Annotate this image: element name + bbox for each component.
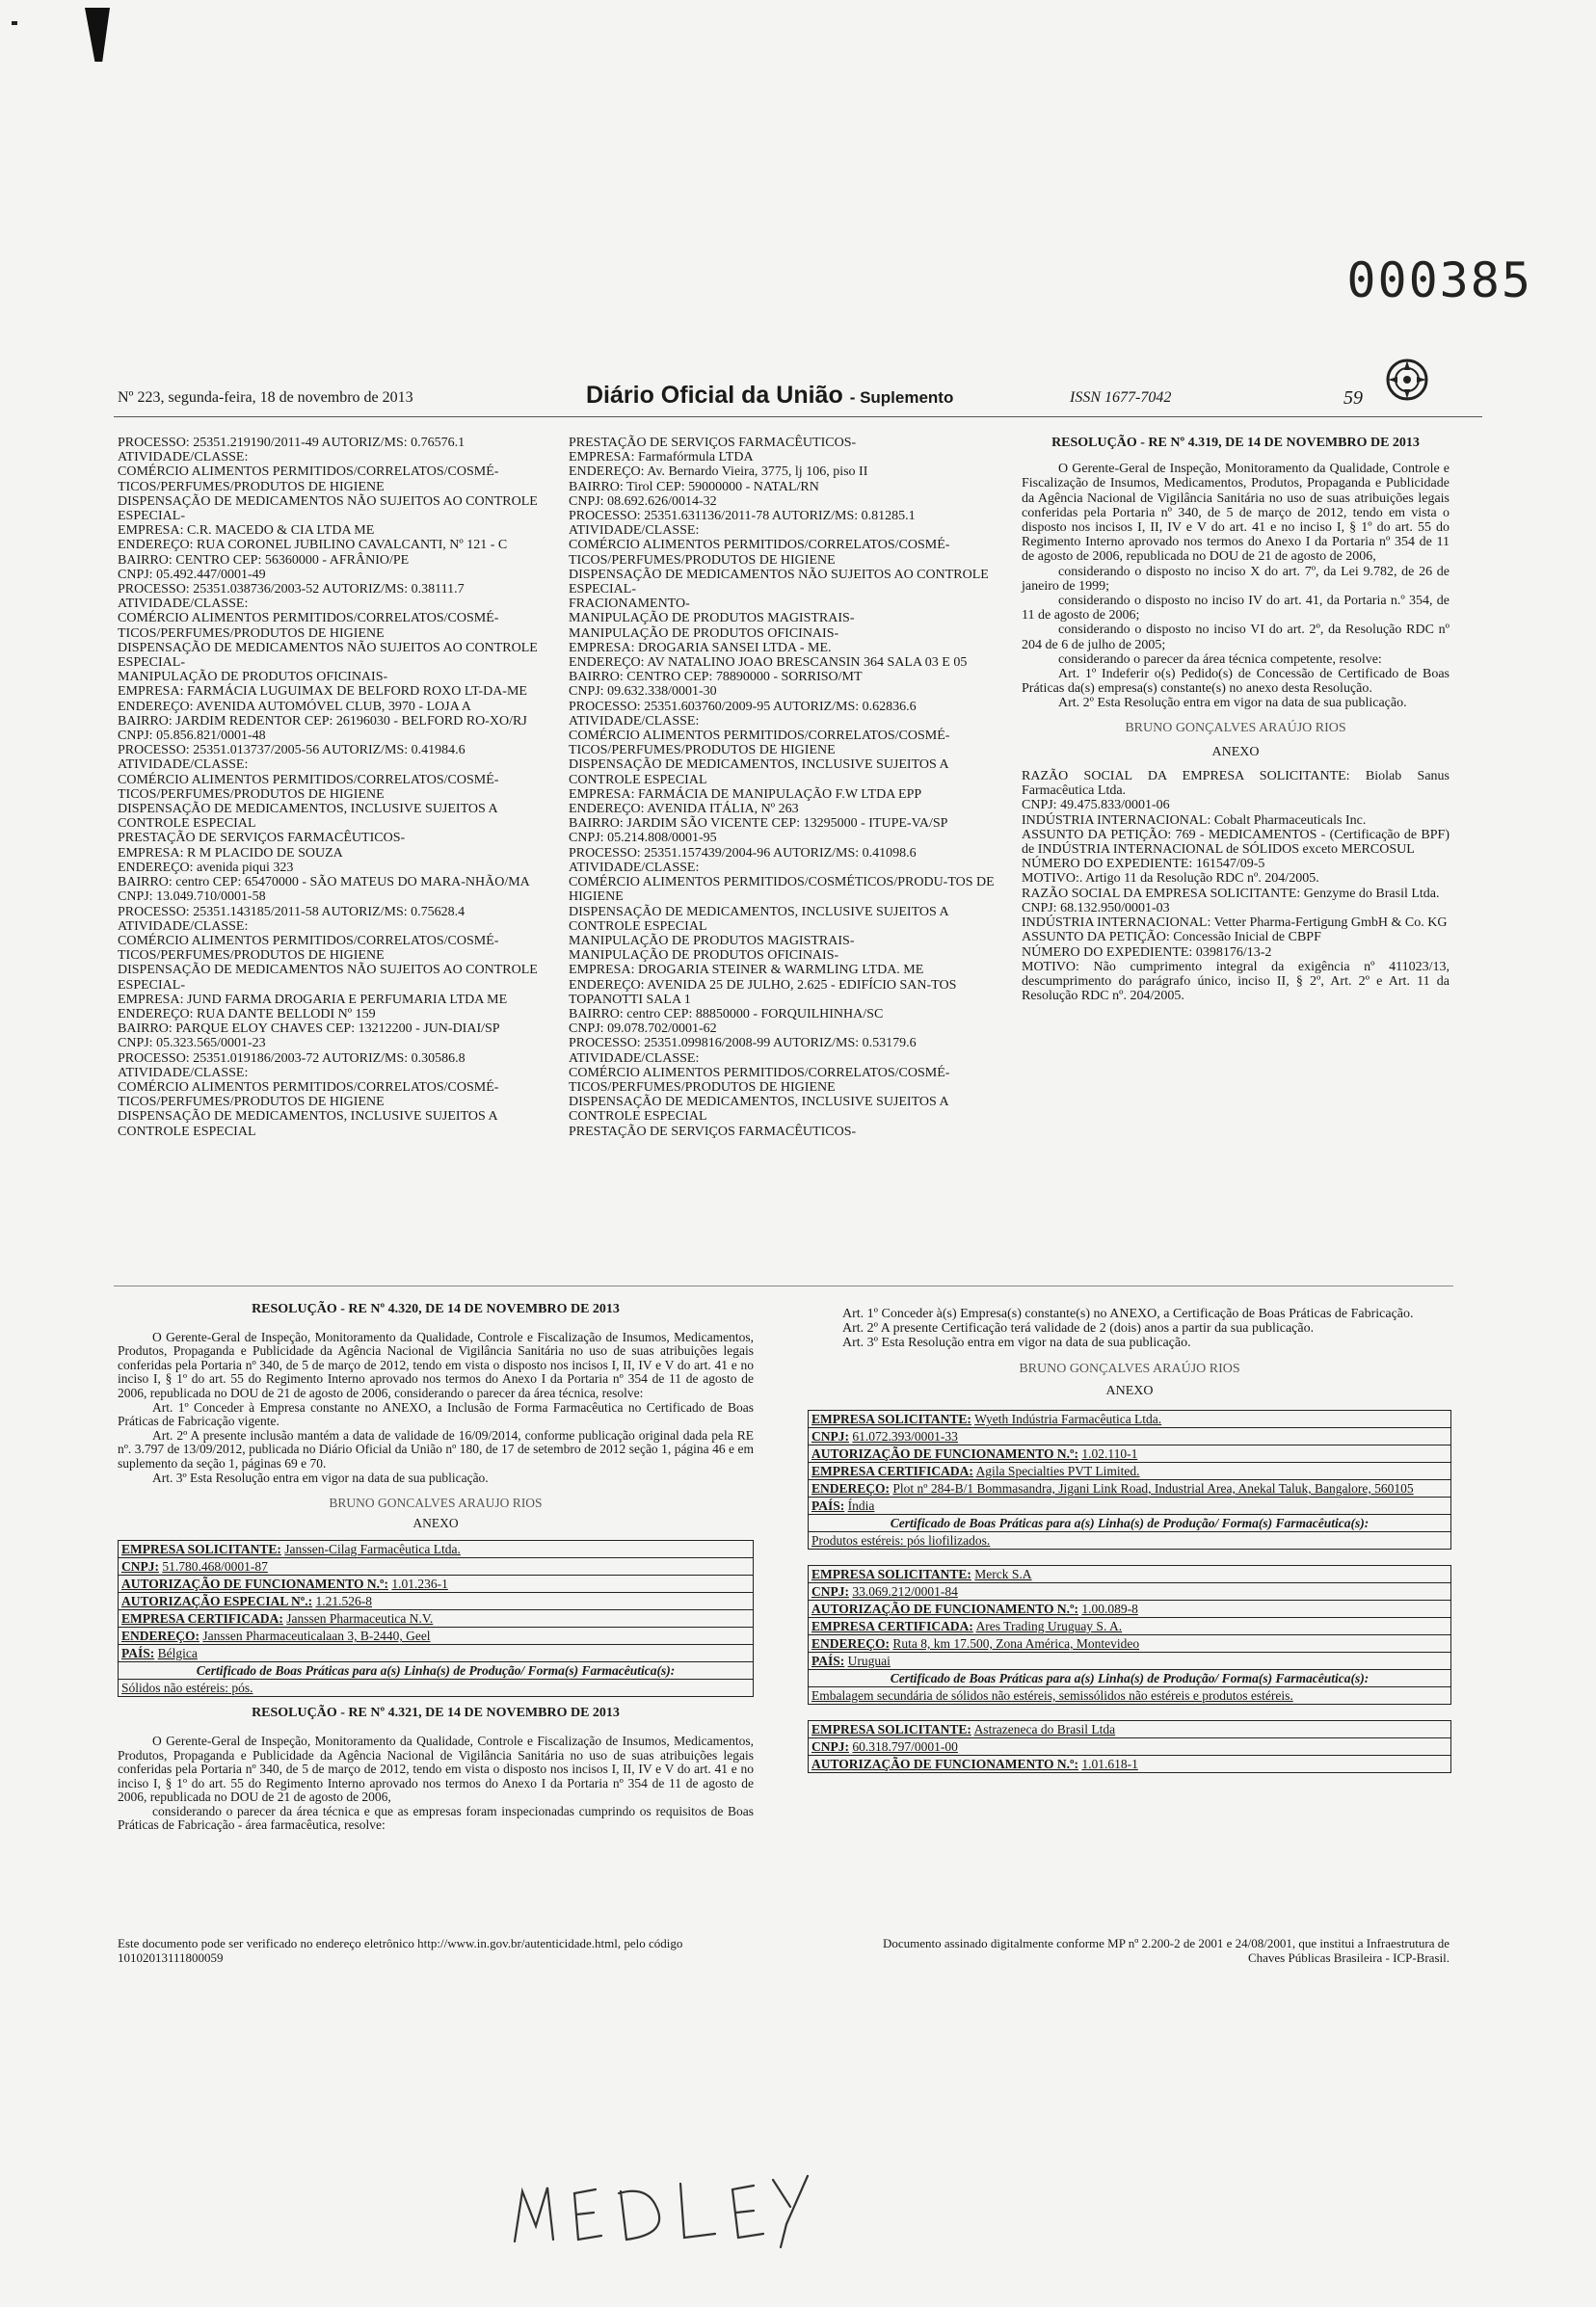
field-label: CNPJ: [811,1429,849,1444]
listing-line: PROCESSO: 25351.019186/2003-72 AUTORIZ/MS: 0.30586.8 [118,1050,466,1066]
table-cell [119,1610,754,1628]
listing-line: CNPJ: 09.078.702/0001-62 [569,1021,717,1037]
resolution-4321-continued [808,1307,1451,1789]
listing-line: COMÉRCIO ALIMENTOS PERMITIDOS/CORRELATOS/COSMÉ-TICOS/PERFUMES/PRODUTOS DE HIGIENE [118,464,499,494]
listing-line: EMPRESA: FARMÁCIA DE MANIPULAÇÃO F.W LTDA EPP [569,786,922,802]
table-cell [809,1653,1451,1670]
annex-table [808,1410,1451,1550]
title-suffix: - Suplemento [849,388,954,407]
field-label: CNPJ: [811,1739,849,1754]
table-cell [119,1645,754,1662]
listing-line: ATIVIDADE/CLASSE: [118,597,249,612]
field-value: Índia [847,1498,875,1513]
field-label: ENDEREÇO: [811,1481,891,1496]
listing-line: PRESTAÇÃO DE SERVIÇOS FARMACÊUTICOS- [569,436,857,450]
listing-line: PRESTAÇÃO DE SERVIÇOS FARMACÊUTICOS- [569,1124,857,1139]
listing-line: CNPJ: 05.323.565/0001-23 [118,1036,266,1051]
table-row [119,1576,754,1593]
listing-line: ENDEREÇO: RUA CORONEL JUBILINO CAVALCANTI, Nº 121 - C [118,538,508,553]
listing-line: PROCESSO: 25351.038736/2003-52 AUTORIZ/MS: 0.38111.7 [118,582,465,597]
listing-line: BAIRRO: centro CEP: 88850000 - FORQUILHINHA/SC [569,1006,884,1021]
listing-line: ATIVIDADE/CLASSE: [118,1065,249,1080]
table-row [119,1680,754,1697]
resolution-4320-heading: RESOLUÇÃO - RE Nº 4.320, DE 14 DE NOVEMBRO DE 2013 [252,1302,620,1316]
listing-line: PROCESSO: 25351.219190/2011-49 AUTORIZ/MS: 0.76576.1 [118,436,466,450]
resolution-paragraph: considerando o disposto no inciso X do art. 7º, da Lei 9.782, de 26 de janeiro de 1999; [1022,564,1450,594]
annex-line: RAZÃO SOCIAL DA EMPRESA SOLICITANTE: Biolab Sanus Farmacêutica Ltda. [1022,769,1450,799]
table-row [119,1593,754,1610]
table-cell [809,1618,1451,1635]
table-row [809,1445,1451,1463]
resolution-4319-signer: BRUNO GONÇALVES ARAÚJO RIOS [1125,720,1346,735]
listing-line: FRACIONAMENTO- [569,597,690,612]
field-value: Agila Specialties PVT Limited. [975,1464,1140,1478]
field-label: EMPRESA CERTIFICADA: [811,1464,973,1478]
listing-line: EMPRESA: C.R. MACEDO & CIA LTDA ME [118,523,375,539]
resolution-4320-signer: BRUNO GONCALVES ARAUJO RIOS [329,1496,543,1511]
table-row [809,1411,1451,1428]
listing-line: MANIPULAÇÃO DE PRODUTOS MAGISTRAIS- [569,933,855,948]
table-row [809,1687,1451,1705]
certificate-value: Embalagem secundária de sólidos não estéreis, semissólidos não estéreis e produtos estéreis. [809,1687,1451,1705]
listing-line: DISPENSAÇÃO DE MEDICAMENTOS, INCLUSIVE SUJEITOS A CONTROLE ESPECIAL [569,757,948,787]
field-label: AUTORIZAÇÃO DE FUNCIONAMENTO N.º: [811,1446,1078,1461]
annex-line: NÚMERO DO EXPEDIENTE: 161547/09-5 [1022,857,1265,872]
field-label: AUTORIZAÇÃO DE FUNCIONAMENTO N.º: [121,1577,388,1592]
annex-table [808,1720,1451,1773]
table-row [809,1515,1451,1532]
table-row [119,1645,754,1662]
field-label: ENDEREÇO: [121,1629,200,1644]
listing-line: PROCESSO: 25351.099816/2008-99 AUTORIZ/MS: 0.53179.6 [569,1036,917,1051]
listing-line: CNPJ: 05.856.821/0001-48 [118,729,266,744]
table-cell [809,1411,1451,1428]
listing-line: ENDEREÇO: AVENIDA 25 DE JULHO, 2.625 - EDIFÍCIO SAN-TOS TOPANOTTI SALA 1 [569,977,957,1007]
listing-line: DISPENSAÇÃO DE MEDICAMENTOS NÃO SUJEITOS AO CONTROLE ESPECIAL- [118,640,538,671]
field-label: ENDEREÇO: [811,1636,891,1651]
listing-line: ATIVIDADE/CLASSE: [569,713,700,729]
table-row [809,1721,1451,1738]
header-rule [114,416,1482,417]
table-row [809,1635,1451,1653]
issue-line: Nº 223, segunda-feira, 18 de novembro de 2013 [118,389,413,406]
table-cell [119,1576,754,1593]
field-value: Janssen-Cilag Farmacêutica Ltda. [284,1542,461,1557]
resolution-paragraph: O Gerente-Geral de Inspeção, Monitoramento da Qualidade, Controle e Fiscalização de Insumos, Medicamentos, Produtos, Propaganda e Publicidade da Agência Nacional de Vigilância Sanitária no uso de suas atribuições legais conferidas pela Portaria nº 340, de 5 de março de 2012, tendo em vista o disposto nos incisos I, II, IV e V do art. 41 e no inciso I, § 1º do art. 55 do Regimento Interno aprovado nos termos do Anexo I da Portaria nº 354 de 11 de agosto de 2006, republicada no DOU de 21 de agosto de 2006, considerando o parecer da área técnica, resolve: [118,1329,754,1400]
listing-line: BAIRRO: JARDIM SÃO VICENTE CEP: 13295000 - ITUPE-VA/SP [569,816,948,832]
table-row [809,1566,1451,1583]
field-label: PAÍS: [811,1498,845,1513]
listing-line: EMPRESA: DROGARIA SANSEI LTDA - ME. [569,640,832,655]
field-value: 51.780.468/0001-87 [162,1559,268,1575]
coat-of-arms-icon [1382,355,1432,405]
annex-line: ASSUNTO DA PETIÇÃO: 769 - MEDICAMENTOS - (Certificação de BPF) de INDÚSTRIA INTERNACIONAL de SÓLIDOS exceto MERCOSUL [1022,827,1450,858]
field-label: EMPRESA SOLICITANTE: [121,1542,281,1557]
column-1 [118,436,542,1139]
table-row [809,1428,1451,1445]
table-cell [119,1558,754,1576]
listing-line: ENDEREÇO: RUA DANTE BELLODI Nº 159 [118,1006,376,1021]
field-label: AUTORIZAÇÃO DE FUNCIONAMENTO N.º: [811,1757,1078,1771]
field-value: Wyeth Indústria Farmacêutica Ltda. [974,1412,1162,1426]
table-row [809,1756,1451,1773]
field-value: Ruta 8, km 17.500, Zona América, Montevideo [892,1636,1140,1651]
table-cell [119,1628,754,1645]
table-row [809,1498,1451,1515]
field-label: AUTORIZAÇÃO ESPECIAL Nº.: [121,1594,313,1609]
field-value: 61.072.393/0001-33 [852,1429,958,1444]
certificate-header: Certificado de Boas Práticas para a(s) Linha(s) de Produção/ Forma(s) Farmacêutica(s): [809,1515,1451,1532]
resolution-4320-annex: ANEXO [412,1515,459,1530]
resolution-paragraph: O Gerente-Geral de Inspeção, Monitoramento da Qualidade, Controle e Fiscalização de Insumos, Medicamentos, Produtos, Propaganda e Publicidade da Agência Nacional de Vigilância Sanitária no uso de suas atribuições legais conferidas pela Portaria nº 340, de 5 de março de 2012, tendo em vista o disposto nos incisos I, II, IV e V do art. 41 e no inciso I, § 1º do art. 55 do Regimento Interno aprovado nos termos do Anexo I da Portaria nº 354 de 11 de agosto de 2006, republicada no DOU de 21 de agosto de 2006, [118,1733,754,1805]
resolution-4319-annex: ANEXO [1211,744,1260,759]
listing-line: ENDEREÇO: AVENIDA ITÁLIA, Nº 263 [569,802,799,817]
listing-line: DISPENSAÇÃO DE MEDICAMENTOS, INCLUSIVE SUJEITOS A CONTROLE ESPECIAL [569,904,948,934]
resolution-4320-table [118,1540,754,1697]
listing-line: PROCESSO: 25351.631136/2011-78 AUTORIZ/MS: 0.81285.1 [569,509,916,524]
annex-line: INDÚSTRIA INTERNACIONAL: Cobalt Pharmaceuticals Inc. [1022,812,1367,828]
listing-line: BAIRRO: CENTRO CEP: 56360000 - AFRÂNIO/PE [118,552,410,568]
listing-line: BAIRRO: CENTRO CEP: 78890000 - SORRISO/MT [569,670,863,685]
table-cell [809,1498,1451,1515]
listing-line: ATIVIDADE/CLASSE: [118,450,249,465]
listing-line: DISPENSAÇÃO DE MEDICAMENTOS, INCLUSIVE SUJEITOS A CONTROLE ESPECIAL [118,802,497,832]
table-row [809,1480,1451,1498]
table-cell [809,1428,1451,1445]
field-label: EMPRESA SOLICITANTE: [811,1412,971,1426]
table-row [809,1738,1451,1756]
table-row [809,1670,1451,1687]
resolution-4321-signer: BRUNO GONÇALVES ARAÚJO RIOS [1019,1362,1240,1376]
listing-line: EMPRESA: R M PLACIDO DE SOUZA [118,845,343,861]
table-cell [809,1738,1451,1756]
listing-line: EMPRESA: DROGARIA STEINER & WARMLING LTDA. ME [569,963,924,978]
field-value: 1.00.089-8 [1081,1602,1138,1616]
certificate-header: Certificado de Boas Práticas para a(s) Linha(s) de Produção/ Forma(s) Farmacêutica(s): [809,1670,1451,1687]
resolution-paragraph: Art. 2º A presente inclusão mantém a data de validade de 16/09/2014, conforme publicação original dada pela RE nº. 3.797 de 13/09/2012, publicada no Diário Oficial da União nº 180, de 17 de setembro de 2012 seção 1, página 46 e em suplemento da seção 1, páginas 69 e 70. [118,1427,754,1471]
table-cell [809,1721,1451,1738]
table-cell [809,1583,1451,1601]
listing-line: BAIRRO: Tirol CEP: 59000000 - NATAL/RN [569,479,819,494]
annex-line: NÚMERO DO EXPEDIENTE: 0398176/13-2 [1022,944,1272,960]
listing-line: MANIPULAÇÃO DE PRODUTOS OFICINAIS- [569,625,839,641]
resolution-4321-heading: RESOLUÇÃO - RE Nº 4.321, DE 14 DE NOVEMBRO DE 2013 [252,1706,620,1721]
listing-line: MANIPULAÇÃO DE PRODUTOS OFICINAIS- [569,948,839,964]
resolution-4321-body [118,1735,754,1833]
listing-line: CNPJ: 09.632.338/0001-30 [569,684,717,700]
field-label: EMPRESA SOLICITANTE: [811,1567,971,1581]
footer-verification: Este documento pode ser verificado no endereço eletrônico http://www.in.gov.br/autenticidade.html, pelo código 10102013111800059 [118,1936,683,1965]
listing-line: ATIVIDADE/CLASSE: [569,523,700,539]
table-cell [809,1635,1451,1653]
field-label: EMPRESA CERTIFICADA: [121,1611,283,1627]
listing-line: DISPENSAÇÃO DE MEDICAMENTOS, INCLUSIVE SUJEITOS A CONTROLE ESPECIAL [118,1109,497,1139]
field-value: Astrazeneca do Brasil Ltda [973,1722,1116,1737]
field-value: 1.02.110-1 [1081,1446,1138,1461]
certificate-value: Produtos estéreis: pós liofilizados. [809,1532,1451,1550]
listing-line: COMÉRCIO ALIMENTOS PERMITIDOS/CORRELATOS/COSMÉ-TICOS/PERFUMES/PRODUTOS DE HIGIENE [569,538,950,568]
field-value: 1.01.618-1 [1081,1757,1138,1771]
listing-line: EMPRESA: FARMÁCIA LUGUIMAX DE BELFORD ROXO LT-DA-ME [118,684,527,700]
listing-line: COMÉRCIO ALIMENTOS PERMITIDOS/CORRELATOS/COSMÉ-TICOS/PERFUMES/PRODUTOS DE HIGIENE [118,611,499,641]
listing-line: MANIPULAÇÃO DE PRODUTOS OFICINAIS- [118,670,388,685]
listing-line: PRESTAÇÃO DE SERVIÇOS FARMACÊUTICOS- [118,831,406,846]
table-row [809,1653,1451,1670]
annex-line: RAZÃO SOCIAL DA EMPRESA SOLICITANTE: Genzyme do Brasil Ltda. [1022,886,1440,901]
resolution-paragraph: considerando o disposto no inciso VI do art. 2º, da Resolução RDC nº 204 de 6 de julho de 2005; [1022,623,1450,652]
annex-line: MOTIVO:. Artigo 11 da Resolução RDC nº. 204/2005. [1022,871,1319,887]
annex-line: ASSUNTO DA PETIÇÃO: Concessão Inicial de CBPF [1022,930,1321,945]
field-label: CNPJ: [121,1559,159,1575]
resolution-paragraph: Art. 3º Esta Resolução entra em vigor na data de sua publicação. [152,1470,489,1485]
listing-line: ENDEREÇO: AV NATALINO JOAO BRESCANSIN 364 SALA 03 E 05 [569,655,968,671]
table-cell [809,1601,1451,1618]
table-row [119,1628,754,1645]
annex-line: INDÚSTRIA INTERNACIONAL: Vetter Pharma-Fertigung GmbH & Co. KG [1022,915,1448,931]
listing-line: MANIPULAÇÃO DE PRODUTOS MAGISTRAIS- [569,611,855,626]
field-value: 1.01.236-1 [391,1577,448,1592]
resolution-paragraph: Art. 1º Indeferir o(s) Pedido(s) de Concessão de Certificado de Boas Práticas da(s) empresa(s) constante(s) no anexo desta Resolução. [1022,667,1450,697]
listing-line: COMÉRCIO ALIMENTOS PERMITIDOS/CORRELATOS/COSMÉ-TICOS/PERFUMES/PRODUTOS DE HIGIENE [118,933,499,964]
table-row [119,1662,754,1680]
resolution-4320 [118,1303,754,1833]
resolution-4321-annex: ANEXO [1105,1384,1154,1398]
listing-line: COMÉRCIO ALIMENTOS PERMITIDOS/COSMÉTICOS/PRODU-TOS DE HIGIENE [569,875,995,905]
annex-line: MOTIVO: Não cumprimento integral da exigência nº 411023/13, descumprimento do parágrafo único, inciso II, § 2º, Art. 2º e Art. 11 da Resolução RDC nº. 204/2005. [1022,959,1450,1004]
listing-line: ENDEREÇO: Av. Bernardo Vieira, 3775, lj 106, piso II [569,464,868,480]
table-row [119,1610,754,1628]
listing-line: EMPRESA: JUND FARMA DROGARIA E PERFUMARIA LTDA ME [118,992,508,1007]
listing-line: CNPJ: 05.214.808/0001-95 [569,831,717,846]
field-label: AUTORIZAÇÃO DE FUNCIONAMENTO N.º: [811,1602,1078,1616]
resolution-4319-heading: RESOLUÇÃO - RE Nº 4.319, DE 14 DE NOVEMBRO DE 2013 [1051,436,1420,450]
listing-line: COMÉRCIO ALIMENTOS PERMITIDOS/CORRELATOS/COSMÉ-TICOS/PERFUMES/PRODUTOS DE HIGIENE [118,772,499,802]
scan-corner-mark [85,8,110,62]
field-value: Janssen Pharmaceutica N.V. [286,1611,434,1627]
table-cell [809,1480,1451,1498]
resolution-paragraph: Art. 2º Esta Resolução entra em vigor na data de sua publicação. [1058,696,1407,711]
annex-line: CNPJ: 49.475.833/0001-06 [1022,798,1170,813]
resolution-4320-body [118,1331,754,1486]
field-label: EMPRESA CERTIFICADA: [811,1619,973,1633]
page-stamp-number: 000385 [1346,252,1532,308]
table-row [809,1583,1451,1601]
listing-line: PROCESSO: 25351.157439/2004-96 AUTORIZ/MS: 0.41098.6 [569,845,917,861]
resolution-paragraph: considerando o parecer da área técnica e que as empresas foram inspecionadas cumprindo os requisitos de Boas Práticas de Fabricação - área farmacêutica, resolve: [118,1803,754,1833]
listing-line: DISPENSAÇÃO DE MEDICAMENTOS NÃO SUJEITOS AO CONTROLE ESPECIAL- [569,567,989,597]
table-cell [809,1756,1451,1773]
listing-line: COMÉRCIO ALIMENTOS PERMITIDOS/CORRELATOS/COSMÉ-TICOS/PERFUMES/PRODUTOS DE HIGIENE [569,729,950,758]
listing-line: BAIRRO: PARQUE ELOY CHAVES CEP: 13212200 - JUN-DIAI/SP [118,1021,500,1037]
listing-line: COMÉRCIO ALIMENTOS PERMITIDOS/CORRELATOS/COSMÉ-TICOS/PERFUMES/PRODUTOS DE HIGIENE [569,1065,950,1095]
listing-line: ATIVIDADE/CLASSE: [118,918,249,934]
listing-line: PROCESSO: 25351.603760/2009-95 AUTORIZ/MS: 0.62836.6 [569,699,917,714]
listing-line: ATIVIDADE/CLASSE: [118,757,249,773]
field-value: Ares Trading Uruguay S. A. [975,1619,1123,1633]
listing-line: ENDEREÇO: AVENIDA AUTOMÓVEL CLUB, 3970 - LOJA A [118,699,471,714]
newspaper-title [586,382,953,410]
table-row [809,1532,1451,1550]
resolution-paragraph: considerando o disposto no inciso IV do art. 41, da Portaria n.º 354, de 11 de agosto de 2006; [1022,594,1450,623]
title-text: Diário Oficial da União [586,382,843,409]
resolution-paragraph: Art. 1º Conceder à Empresa constante no ANEXO, a Inclusão de Forma Farmacêutica no Certificado de Boas Práticas de Fabricação vigente. [118,1399,754,1429]
resolution-paragraph: O Gerente-Geral de Inspeção, Monitoramento da Qualidade, Controle e Fiscalização de Insumos, Medicamentos, Produtos, Propaganda e Publicidade da Agência Nacional de Vigilância Sanitária no uso de suas atribuições legais conferidas pela Portaria nº 340, de 5 de março de 2012, tendo em vista o disposto nos incisos I, II, IV e V do art. 41 e no inciso I, § 1º do art. 55 do Regimento Interno aprovado nos termos do Anexo I da Portaria nº 354 de 11 de agosto de 2006, republicada no DOU de 21 de agosto de 2006, [1022,462,1450,565]
resolution-article: Art. 1º Conceder à(s) Empresa(s) constante(s) no ANEXO, a Certificação de Boas Práticas de Fabricação. [842,1307,1414,1321]
listing-line: CNPJ: 13.049.710/0001-58 [118,889,266,905]
issn: ISSN 1677-7042 [1070,389,1172,406]
listing-line: ATIVIDADE/CLASSE: [569,860,700,875]
certificate-value: Sólidos não estéreis: pós. [119,1680,754,1697]
table-cell [809,1566,1451,1583]
field-value: Plot nº 284-B/1 Bommasandra, Jigani Link Road, Industrial Area, Anekal Taluk, Bangalore, 560105 [892,1481,1414,1496]
listing-line: PROCESSO: 25351.143185/2011-58 AUTORIZ/MS: 0.75628.4 [118,904,466,919]
column-3 [1022,436,1450,1003]
table-row [119,1541,754,1558]
resolution-4319-body [1022,462,1450,710]
field-value: 33.069.212/0001-84 [852,1584,958,1599]
footer-signature-note: Documento assinado digitalmente conforme MP nº 2.200-2 de 2001 e 24/08/2001, que institui a Infraestrutura de Chaves Públicas Brasileira - ICP-Brasil. [882,1936,1450,1965]
resolution-article: Art. 3º Esta Resolução entra em vigor na data de sua publicação. [842,1336,1191,1350]
listing-line: EMPRESA: Farmafórmula LTDA [569,450,754,465]
table-cell [809,1463,1451,1480]
listing-line: DISPENSAÇÃO DE MEDICAMENTOS NÃO SUJEITOS AO CONTROLE ESPECIAL- [118,963,538,993]
listing-line: ENDEREÇO: avenida piqui 323 [118,860,294,875]
listing-line: COMÉRCIO ALIMENTOS PERMITIDOS/CORRELATOS/COSMÉ-TICOS/PERFUMES/PRODUTOS DE HIGIENE [118,1079,499,1110]
resolution-paragraph: considerando o parecer da área técnica competente, resolve: [1058,651,1382,667]
certificate-header: Certificado de Boas Práticas para a(s) Linha(s) de Produção/ Forma(s) Farmacêutica(s): [119,1662,754,1680]
listing-line: CNPJ: 05.492.447/0001-49 [118,567,266,582]
field-value: 60.318.797/0001-00 [852,1739,958,1754]
field-label: PAÍS: [811,1654,845,1668]
resolution-4321-tables [808,1410,1451,1773]
table-cell [119,1593,754,1610]
field-value: Merck S.A [974,1567,1032,1581]
field-value: Bélgica [157,1646,198,1661]
table-cell [119,1541,754,1558]
page-number: 59 [1343,387,1363,409]
annex-line: CNPJ: 68.132.950/0001-03 [1022,900,1170,915]
annex-table [808,1565,1451,1705]
table-row [809,1618,1451,1635]
listing-line: DISPENSAÇÃO DE MEDICAMENTOS NÃO SUJEITOS AO CONTROLE ESPECIAL- [118,493,538,524]
field-value: 1.21.526-8 [315,1594,372,1609]
column-2 [569,436,1002,1139]
field-label: CNPJ: [811,1584,849,1599]
listing-line: BAIRRO: centro CEP: 65470000 - SÃO MATEUS DO MARA-NHÃO/MA [118,875,530,890]
table-row [119,1558,754,1576]
resolution-article: Art. 2º A presente Certificação terá validade de 2 (dois) anos a partir da sua publicação. [842,1321,1315,1336]
field-value: Uruguai [847,1654,891,1668]
table-row [809,1463,1451,1480]
table-cell [809,1445,1451,1463]
field-label: PAÍS: [121,1646,155,1661]
table-row [809,1601,1451,1618]
resolution-4321-articles [808,1307,1451,1350]
field-value: Janssen Pharmaceuticalaan 3, B-2440, Geel [202,1629,431,1644]
field-label: EMPRESA SOLICITANTE: [811,1722,971,1737]
listing-line: DISPENSAÇÃO DE MEDICAMENTOS, INCLUSIVE SUJEITOS A CONTROLE ESPECIAL [569,1095,948,1125]
resolution-4319-annex-body [1022,769,1450,1003]
listing-line: PROCESSO: 25351.013737/2005-56 AUTORIZ/MS: 0.41984.6 [118,743,466,758]
listing-line: BAIRRO: JARDIM REDENTOR CEP: 26196030 - BELFORD RO-XO/RJ [118,713,527,729]
scan-dot [12,21,17,25]
listing-line: ATIVIDADE/CLASSE: [569,1050,700,1066]
listing-line: CNPJ: 08.692.626/0014-32 [569,493,717,509]
handwritten-signature [501,2157,810,2253]
